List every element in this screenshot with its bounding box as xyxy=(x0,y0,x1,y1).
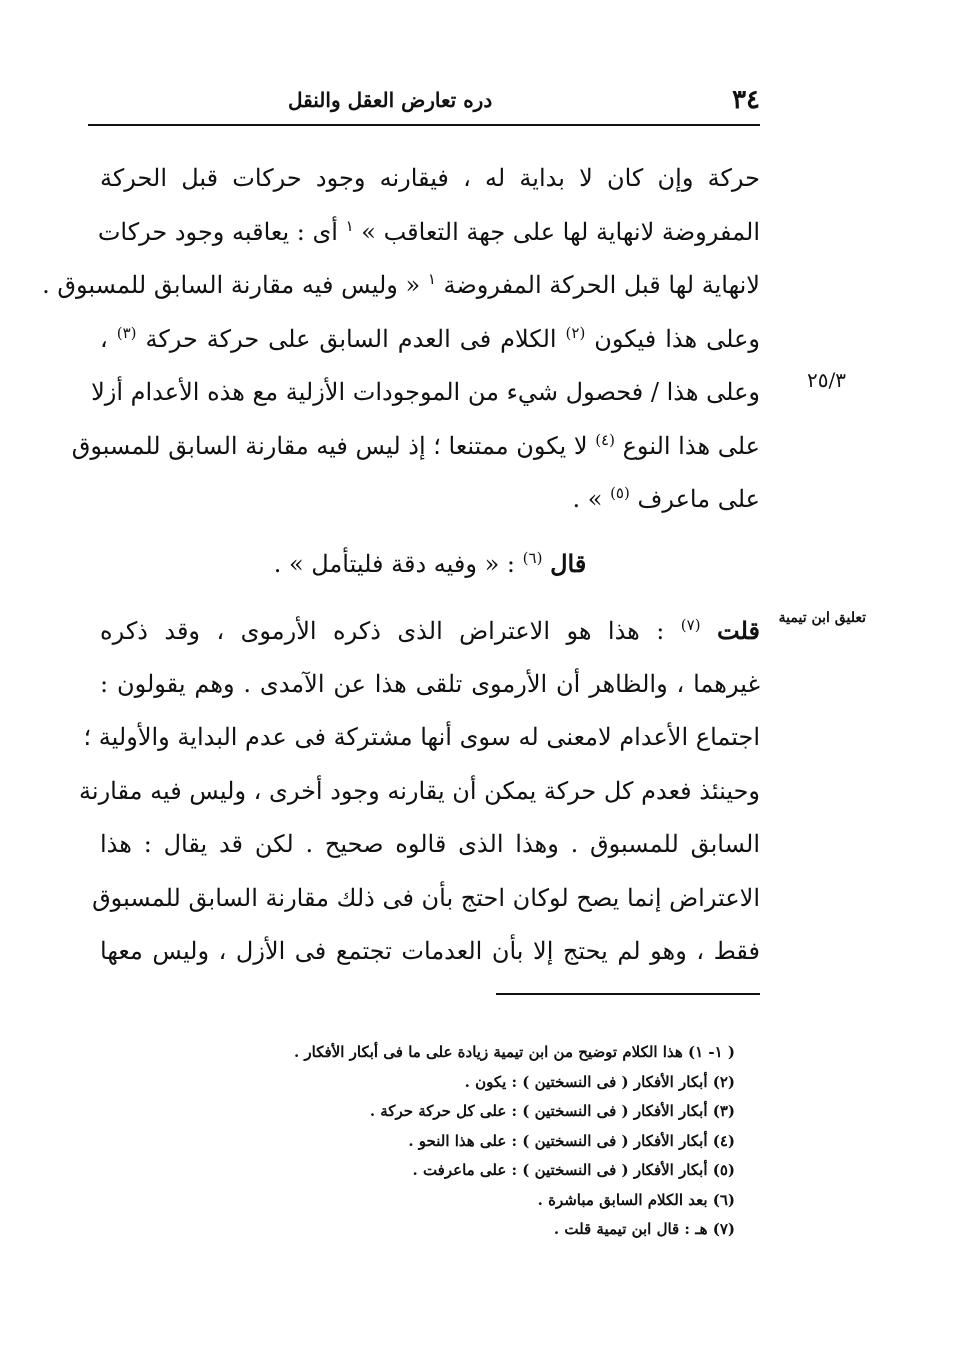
footnote-separator xyxy=(496,993,760,995)
footnote-item: (٧) هـ : قال ابن تيمية قلت . xyxy=(553,1220,735,1238)
spacer xyxy=(100,590,760,604)
text-span: لا يكون ممتنعا ؛ إذ ليس فيه مقارنة السابق للمسبوق xyxy=(71,431,588,460)
text-line xyxy=(100,658,760,712)
footnote-marker: (٢) xyxy=(565,323,586,342)
text-line xyxy=(100,152,760,206)
footnote-item: (٣) أبكار الأفكار ( فى النسختين ) : على كل حركة حركة . xyxy=(369,1102,735,1120)
footnote-item: (٢) أبكار الأفكار ( فى النسختين ) : يكون . xyxy=(464,1072,735,1091)
text-span: اجتماع الأعدام لامعنى له سوى أنها مشتركة فى عدم البداية والأولية ؛ xyxy=(83,723,760,751)
text-line xyxy=(100,818,760,872)
footnote-marker: ١ xyxy=(427,270,436,288)
text-line xyxy=(91,366,760,420)
text-line xyxy=(100,604,760,658)
footnote-marker: ١ xyxy=(345,216,354,235)
running-title: دره تعارض العقل والنقل xyxy=(288,88,493,112)
footnotes xyxy=(150,1038,735,1245)
text-span: السابق للمسبوق . وهذا الذى قالوه صحيح . لكن قد يقال : هذا xyxy=(100,830,760,858)
text-line xyxy=(83,711,760,765)
text-line xyxy=(97,206,760,260)
text-span: على هذا النوع xyxy=(622,431,760,460)
text-span: وعلى هذا / فحصول شيء من الموجودات الأزلية مع هذه الأعدام أزلا xyxy=(91,378,760,406)
text-line xyxy=(100,925,760,979)
page-number: ٣٤ xyxy=(732,85,760,115)
qala-line xyxy=(100,537,760,591)
text-span: : هذا هو الاعتراض الذى ذكره الأرموى ، وقد ذكره xyxy=(100,617,665,645)
footnote-marker: (٦) xyxy=(522,548,543,567)
footnote-item: ( ١- ١) هذا الكلام توضيح من ابن تيمية زيادة على ما فى أبكار الأفكار . xyxy=(293,1043,735,1061)
margin-volume-page-ref: ٢٥/٣ xyxy=(807,368,846,392)
footnote-marker: (٧) xyxy=(680,616,701,634)
text-line xyxy=(100,473,760,527)
text-span: وحينئذ فعدم كل حركة يمكن أن يقارنه وجود أخرى ، وليس فيه مقارنة xyxy=(79,776,760,805)
text-line xyxy=(100,313,760,367)
margin-comment-label: تعليق ابن تيمية xyxy=(778,610,866,626)
text-span: : « وفيه دقة فليتأمل » . xyxy=(273,549,515,578)
footnote-item: (٤) أبكار الأفكار ( فى النسختين ) : على هذا النحو . xyxy=(408,1131,735,1150)
main-text xyxy=(42,152,761,979)
footnote-marker: (٥) xyxy=(610,484,630,502)
text-span: المفروضة لانهاية لها على جهة التعاقب » xyxy=(361,217,760,246)
text-span: على ماعرف xyxy=(637,485,760,513)
text-span: لانهاية لها قبل الحركة المفروضة xyxy=(443,271,760,299)
text-span: حركة وإن كان لا بداية له ، فيقارنه وجود حركات قبل الحركة xyxy=(100,164,761,192)
text-span: الكلام فى العدم السابق على حركة حركة xyxy=(145,324,557,353)
spacer xyxy=(100,527,760,537)
text-span: غيرهما ، والظاهر أن الأرموى تلقى هذا عن الآمدى . وهم يقولون : xyxy=(100,669,760,698)
text-line xyxy=(71,420,760,474)
footnote-marker: (٤) xyxy=(595,430,615,449)
footnote-item: (٥) أبكار الأفكار ( فى النسختين ) : على ماعرفت . xyxy=(412,1161,735,1179)
text-span: » . xyxy=(572,485,603,513)
text-span: ، xyxy=(100,324,108,353)
qultu-label: قلت xyxy=(717,616,760,645)
text-span: أى : يعاقبه وجود حركات xyxy=(97,217,338,246)
text-span: « وليس فيه مقارنة السابق للمسبوق . xyxy=(42,271,421,299)
footnote-marker: (٣) xyxy=(116,323,137,342)
qala-label: قال xyxy=(550,548,587,578)
text-line xyxy=(92,872,760,926)
text-line xyxy=(42,259,760,313)
footnote-item: (٦) بعد الكلام السابق مباشرة . xyxy=(537,1190,735,1209)
text-line xyxy=(79,765,760,819)
page-header xyxy=(88,82,760,118)
text-span: الاعتراض إنما يصح لوكان احتج بأن فى ذلك مقارنة السابق للمسبوق xyxy=(92,883,760,912)
text-span: وعلى هذا فيكون xyxy=(594,324,760,353)
header-rule xyxy=(88,124,760,126)
text-span: فقط ، وهو لم يحتج إلا بأن العدمات تجتمع فى الأزل ، وليس معها xyxy=(100,937,760,965)
